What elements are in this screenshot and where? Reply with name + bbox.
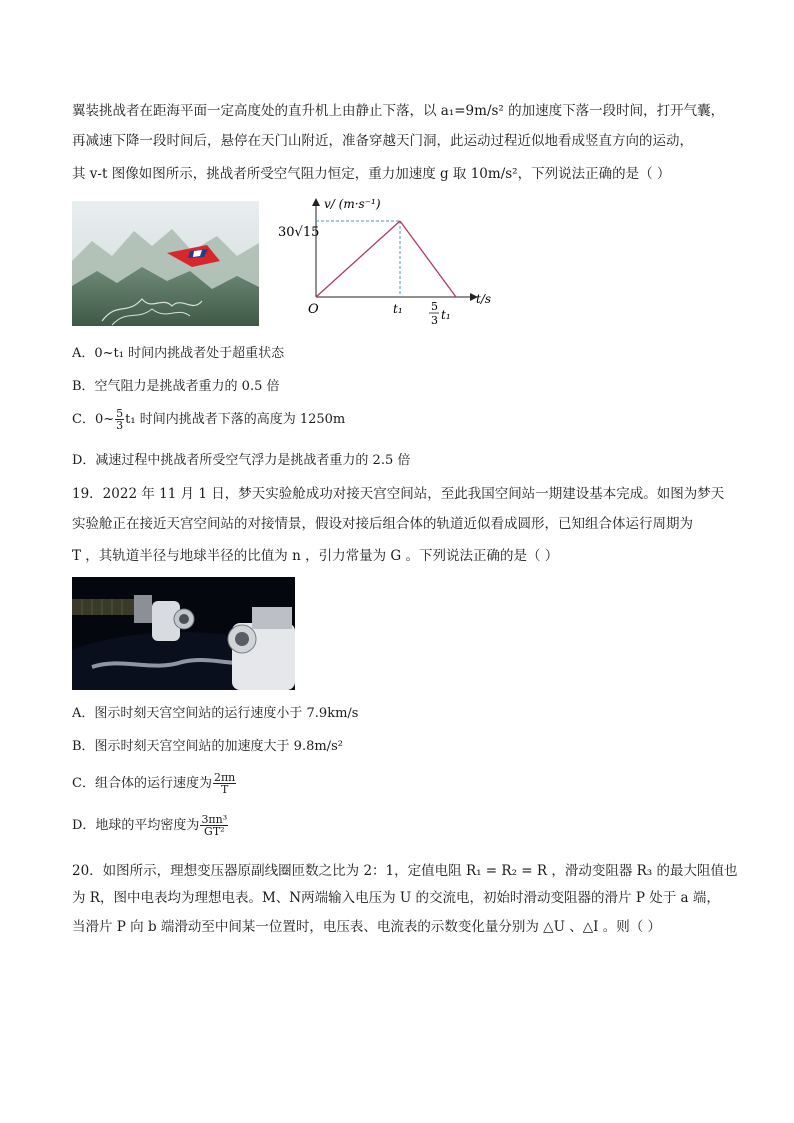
origin-label: O [308, 302, 319, 317]
q18-option-a[interactable]: A．0~t₁ 时间内挑战者处于超重状态 [72, 346, 285, 361]
q19-stem-line-1: 19．2022 年 11 月 1 日，梦天实验舱成功对接天宫空间站，至此我国空间站一期建设基本完成。如图为梦天 [72, 486, 725, 502]
space-station-photo [72, 577, 295, 690]
q20-stem-line-2: 为 R，图中电表均为理想电表。M、N两端输入电压为 U 的交流电，初始时滑动变阻器的滑片 P 处于 a 端， [72, 890, 720, 906]
x-axis-label: t/s [476, 292, 492, 306]
y-axis-arrow [312, 198, 320, 206]
q19-option-a[interactable]: A．图示时刻天宫空间站的运行速度小于 7.9km/s [72, 706, 359, 721]
vt-chart-svg [272, 192, 502, 342]
q18-option-c-pre: C．0~ [72, 412, 115, 427]
q19-stem-line-3: T ，其轨道半径与地球半径的比值为 n ，引力常量为 G 。下列说法正确的是（ ） [72, 548, 559, 564]
q19-option-c[interactable] [72, 772, 237, 795]
q19-option-b[interactable]: B．图示时刻天宫空间站的加速度大于 9.8m/s² [72, 739, 343, 754]
q18-option-b[interactable]: B．空气阻力是挑战者重力的 0.5 倍 [72, 379, 280, 394]
q18-stem-line-2: 再减速下降一段时间后，悬停在天门山附近，准备穿越天门洞，此运动过程近似地看成竖直方向的运动， [72, 133, 693, 149]
q18-stem-line-1: 翼装挑战者在距海平面一定高度处的直升机上由静止下落，以 a₁=9m/s² 的加速度下落一段时间，打开气囊， [72, 103, 725, 119]
q18-option-c-post: t₁ 时间内挑战者下落的高度为 1250m [125, 412, 346, 427]
wingsuit-photo [72, 201, 259, 326]
q19-option-d-fraction: $\frac{\text{3πn³}}{\text{GT²}}$ [201, 813, 228, 838]
y-tick-label: 30√15 [278, 225, 320, 240]
q20-stem-line-1: 20．如图所示，理想变压器原副线圈匝数之比为 2：1，定值电阻 R₁ = R₂ = R ，滑动变阻器 R₃ 的最大阻值也 [72, 863, 738, 879]
y-axis-label: v/ (m·s⁻¹) [324, 197, 381, 211]
q19-option-c-pre: C．组合体的运行速度为 [72, 776, 212, 791]
q19-stem-line-2: 实验舱正在接近天宫空间站的对接情景，假设对接后组合体的轨道近似看成圆形，已知组合体运行周期为 [72, 516, 693, 532]
decel-segment [400, 221, 456, 297]
accel-segment [316, 221, 400, 297]
q18-stem-line-3: 其 v-t 图像如图所示，挑战者所受空气阻力恒定，重力加速度 g 取 10m/s²，下列说法正确的是（ ） [72, 166, 671, 182]
q19-option-d[interactable] [72, 814, 229, 837]
vt-chart [272, 192, 502, 342]
q18-option-c-fraction: $\frac{5}{3}$ [116, 407, 124, 432]
q19-option-d-pre: D．地球的平均密度为 [72, 818, 200, 833]
x-tick-5: 5 [431, 300, 438, 313]
x-tick-t1: t₁ [393, 302, 403, 316]
q20-stem-line-3: 当滑片 P 向 b 端滑动至中间某一位置时，电压表、电流表的示数变化量分别为 △U 、△I 。则（ ） [72, 919, 662, 935]
q19-option-c-fraction: $\frac{2\pi n}{T}$ [213, 771, 236, 796]
q18-option-c[interactable] [72, 408, 345, 431]
q18-option-d[interactable]: D．减速过程中挑战者所受空气浮力是挑战者重力的 2.5 倍 [72, 453, 411, 468]
x-tick-3: 3 [431, 314, 438, 327]
x-tick-t1b: t₁ [441, 308, 451, 322]
